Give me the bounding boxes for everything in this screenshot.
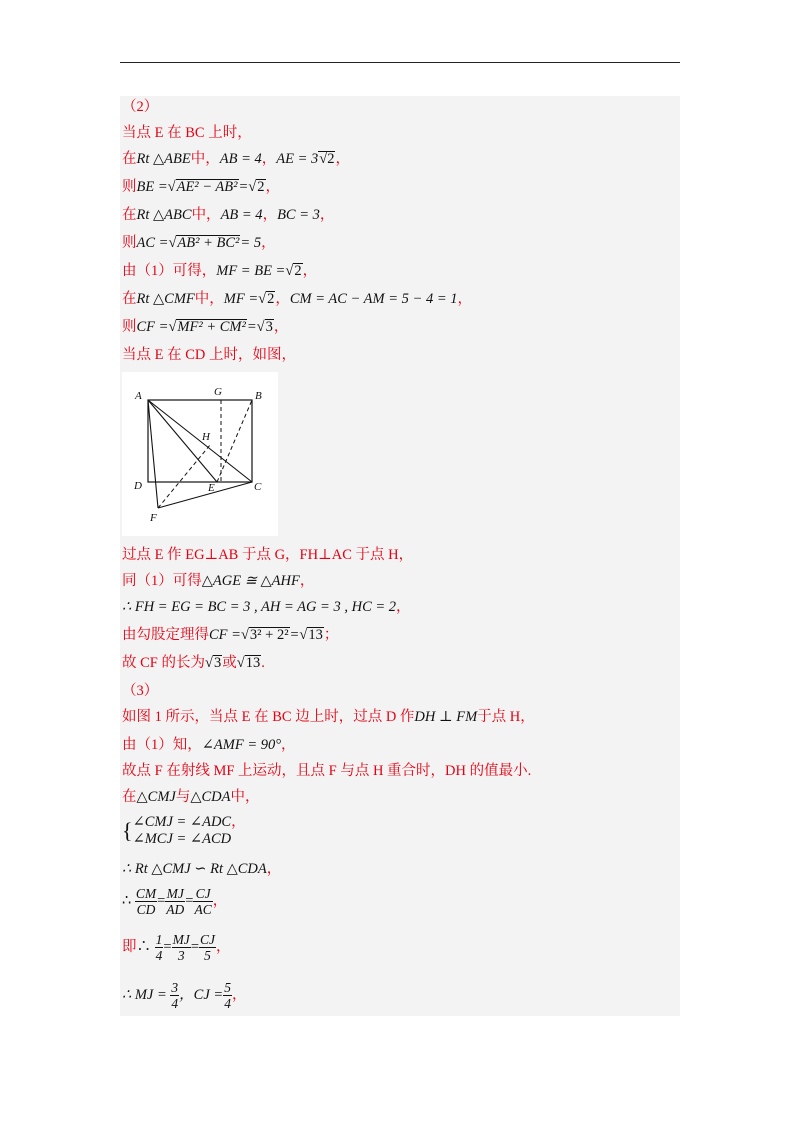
part2-label: （2） [122, 99, 159, 115]
part3-line2: 由（1）知，∠AMF = 90°， [122, 737, 296, 753]
part3-line8: 即∴ $\frac{1}{4}$ = $\frac{MJ}{3}$ = $\frac{CJ}{5}$ ， [122, 932, 231, 963]
part2-line8: 则CF =√MF² + CM²=√3， [122, 319, 289, 335]
segment-fc [158, 482, 252, 508]
part3-line6: ∴ Rt △CMJ ∽ Rt △CDA， [122, 861, 282, 877]
part2-line1: 当点 E 在 BC 上时， [122, 125, 252, 141]
part3-line7: ∴ $\frac{CM}{CD}$ = $\frac{MJ}{AD}$ = $\frac{CJ}{AC}$ ， [122, 886, 228, 917]
part2-line7: 在Rt △CMF中，MF =√2，CM = AC − AM = 5 − 4 = 1， [122, 291, 472, 307]
part2-line13: 由勾股定理得CF =√3² + 2²=√13； [122, 627, 339, 643]
geometry-figure [122, 372, 278, 536]
part2-line2: 在Rt △ABE中，AB = 4，AE = 3√2， [122, 151, 350, 167]
part3-line1: 如图 1 所示，当点 E 在 BC 边上时，过点 D 作DH ⊥ FM于点 H， [122, 709, 535, 725]
label-a: A [135, 390, 142, 402]
segment-af [148, 400, 158, 508]
label-c: C [254, 481, 262, 493]
label-d: D [134, 480, 142, 492]
part2-line9: 当点 E 在 CD 上时，如图， [122, 347, 296, 363]
part2-line11: 同（1）可得△AGE ≅ △AHF， [122, 573, 315, 589]
label-f: F [150, 512, 157, 524]
part2-line5: 则AC =√AB² + BC²= 5， [122, 235, 276, 251]
label-b: B [255, 390, 262, 402]
header-rule [120, 62, 680, 63]
part3-line9: ∴ MJ = $\frac{3}{4}$ ，CJ = $\frac{5}{4}$ ， [122, 980, 247, 1011]
part2-line4: 在Rt △ABC中，AB = 4，BC = 3， [122, 207, 335, 223]
segment-ac [148, 400, 252, 482]
part2-line14: 故 CF 的长为√3或√13. [122, 655, 265, 671]
label-h: H [202, 431, 210, 443]
part3-line3: 故点 F 在射线 MF 上运动，且点 F 与点 H 重合时，DH 的值最小. [122, 763, 532, 779]
part2-line10: 过点 E 作 EG⊥AB 于点 G，FH⊥AC 于点 H， [122, 547, 414, 563]
label-g: G [214, 386, 222, 398]
segment-fh [158, 445, 210, 508]
part2-line12: ∴ FH = EG = BC = 3 , AH = AG = 3 , HC = 2， [122, 599, 411, 615]
part2-line3: 则BE =√AE² − AB²=√2， [122, 179, 281, 195]
part2-line6: 由（1）可得，MF = BE =√2， [122, 263, 318, 279]
segment-e-b [217, 400, 252, 482]
part3-system: { ∠CMJ = ∠ADC ∠MCJ = ∠ACD ， [122, 814, 246, 847]
part3-label: （3） [122, 683, 159, 699]
part3-line4: 在△CMJ与△CDA中， [122, 789, 260, 805]
label-e: E [208, 482, 215, 494]
